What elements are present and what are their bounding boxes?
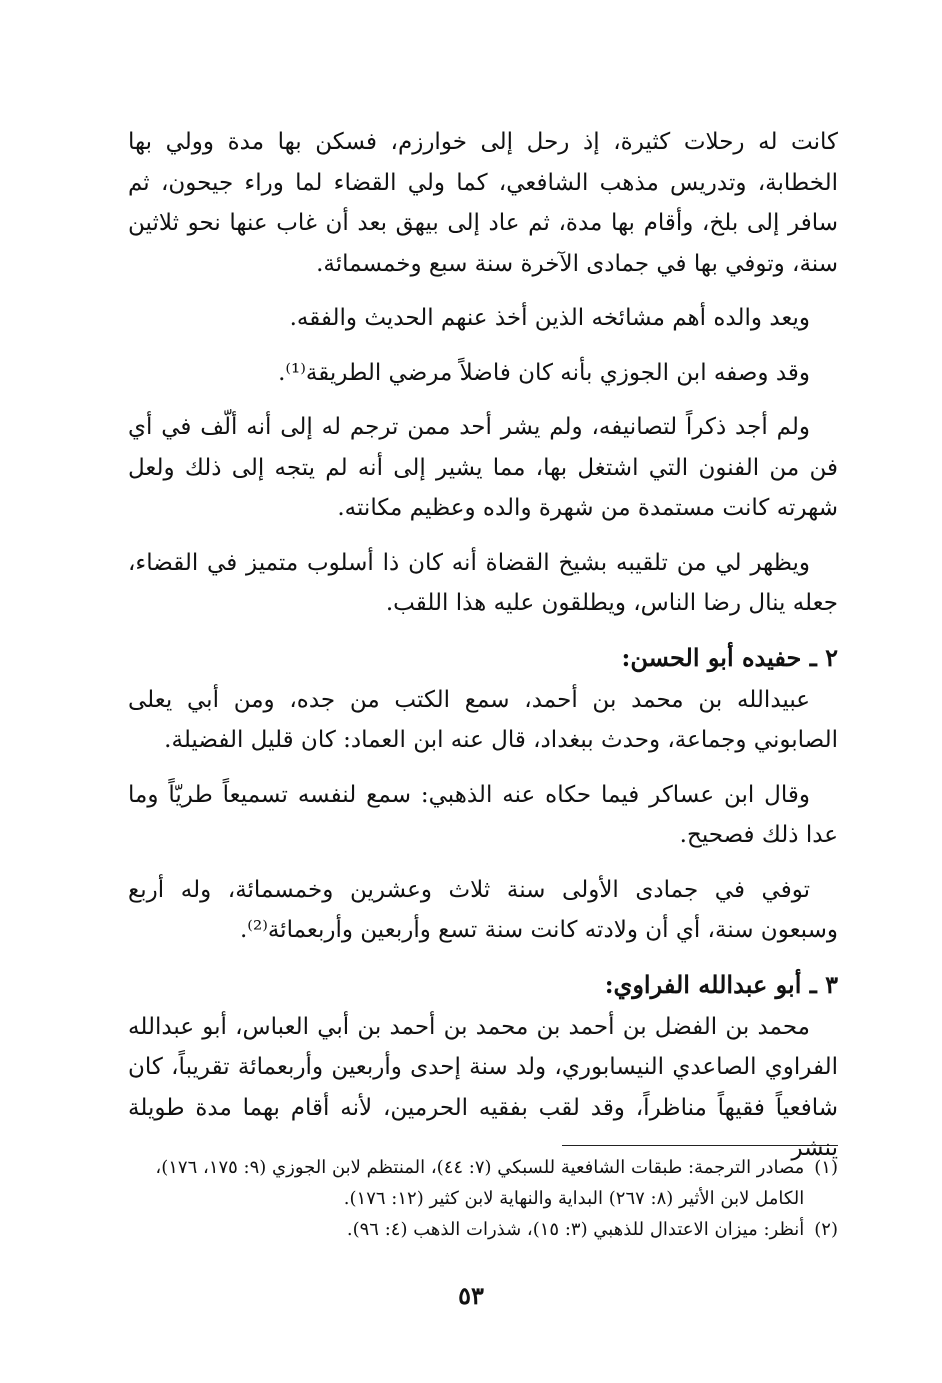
footnote-number: (٢) — [814, 1219, 838, 1240]
main-text — [128, 122, 838, 1183]
footnote-divider — [562, 1145, 838, 1146]
section-heading: ٢ ـ حفيده أبو الحسن: — [621, 642, 838, 672]
footnote-number: (١) — [814, 1157, 838, 1178]
footnote-text: مصادر الترجمة: طبقات الشافعية للسبكي (٧: ٤٤)، المنتظم لابن الجوزي (٩: ١٧٥، ١٧٦)، الكامل لابن الأثير (٨: ٢٦٧) البداية والنهاية لابن كثير (١٢: ١٧٦). — [155, 1157, 805, 1209]
section-heading: ٣ ـ أبو عبدالله الفراوي: — [604, 969, 838, 999]
page-number: ٥٣ — [458, 1281, 484, 1310]
paragraph: عبيدالله بن محمد بن أحمد، سمع الكتب من جده، ومن أبي يعلى الصابوني وجماعة، وحدث ببغداد، قال عنه ابن العماد: كان قليل الفضيلة. — [128, 686, 838, 753]
paragraph: كانت له رحلات كثيرة، إذ رحل إلى خوارزم، فسكن بها مدة وولي بها الخطابة، وتدريس مذهب الشافعي، كما ولي القضاء لما وراء جيحون، ثم سافر إلى بلخ، وأقام بها مدة، ثم عاد إلى بيهق بعد أن غاب عنها نحو ثلاثين سنة، وتوفي بها في جمادى الآخرة سنة سبع وخمسمائة. — [128, 129, 838, 277]
paragraph: محمد بن الفضل بن أحمد بن محمد بن أحمد بن أبي العباس، أبو عبدالله الفراوي الصاعدي النيسابوري، ولد سنة إحدى وأربعين وأربعمائة تقريباً، كان شافعياً فقيهاً مناظراً، وقد لقب بفقيه الحرمين، لأنه أقام بهما مدة طويلة ينشر — [128, 1013, 838, 1161]
footnote — [128, 1152, 838, 1214]
footnote-text: أنظر: ميزان الاعتدال للذهبي (٣: ١٥)، شذرات الذهب (٤: ٩٦). — [346, 1219, 805, 1240]
paragraph: ويظهر لي من تلقيبه بشيخ القضاة أنه كان ذا أسلوب متميز في القضاء، جعله ينال رضا الناس، ويطلقون عليه هذا اللقب. — [128, 549, 838, 616]
paragraph: وقد وصفه ابن الجوزي بأنه كان فاضلاً مرضي الطريقة⁽¹⁾. — [278, 359, 810, 386]
paragraph: ولم أجد ذكراً لتصانيفه، ولم يشر أحد ممن ترجم له إلى أنه ألّف في أي فن من الفنون التي اشتغل بها، مما يشير إلى أنه لم يتجه إلى ذلك ولعل شهرته كانت مستمدة من شهرة والده وعظيم مكانته. — [128, 414, 838, 521]
footnotes — [128, 1152, 838, 1245]
paragraph: وقال ابن عساكر فيما حكاه عنه الذهبي: سمع لنفسه تسميعاً طريّاً وما عدا ذلك فصحيح. — [128, 781, 838, 848]
paragraph: ويعد والده أهم مشائخه الذين أخذ عنهم الحديث والفقه. — [289, 305, 810, 331]
footnote — [128, 1214, 838, 1245]
paragraph: توفي في جمادى الأولى سنة ثلاث وعشرين وخمسمائة، وله أربع وسبعون سنة، أي أن ولادته كانت سنة تسع وأربعين وأربعمائة⁽²⁾. — [128, 876, 838, 943]
